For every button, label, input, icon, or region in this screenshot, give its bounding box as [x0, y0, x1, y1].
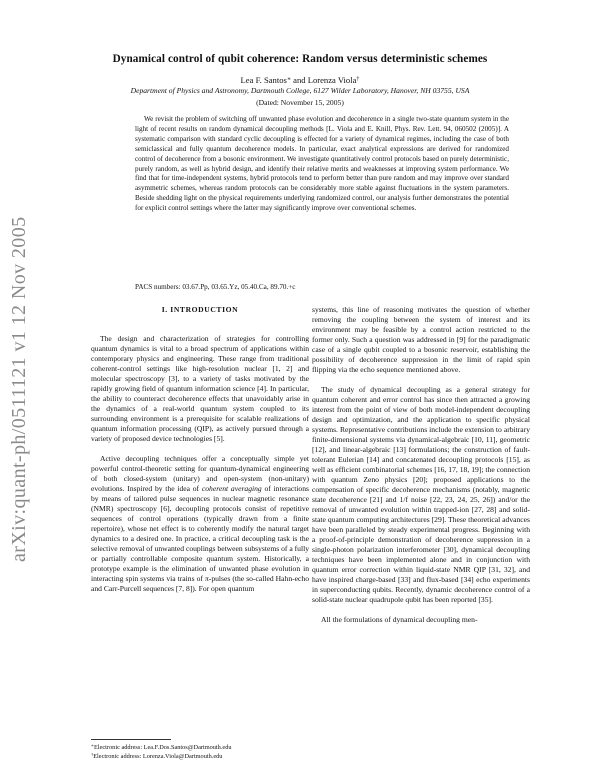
footnote-symbol: †	[91, 752, 94, 758]
footnote-rule	[91, 739, 171, 740]
right-paragraph-2: The study of dynamical decoupling as a general strategy for quantum coherent and error control has since then attracted a growing interest from the point of view of both model-independent decoupling design and optimization, and the application to specific physical systems. Representative contributions include the extension to arbitrary finite-dimensional systems via dynamical-algebraic [10, 11], geometric [12], and linear-algebraic [13] formulations; the construction of fault-tolerant Eulerian [14] and concatenated decoupling protocols [15], as well as efficient combinatorial schemes [16, 17, 18, 19]; the connection with quantum Zeno physics [20]; proposed applications to the compensation of specific decoherence mechanisms (notably, magnetic state decoherence [21] and 1/f noise [22, 23, 24, 25, 26]) and/or the removal of unwanted evolution within trapped-ion [27, 28] and solid-state quantum computing architectures [29]. These theoretical advances have been paralleled by steady experimental progress. Beginning with a proof-of-principle demonstration of decoherence suppression in a single-photon polarization interferometer [30], dynamical decoupling techniques have been implemented alone and in conjunction with quantum error correction within liquid-state NMR QIP [31, 32], and have inspired charge-based [33] and flux-based [34] echo experiments in superconducting qubits. Recently, dynamic decoherence control of a solid-state nuclear quadrupole qubit has been reported [35].	[312, 385, 530, 604]
author-viola: and Lorenza Viola	[290, 75, 357, 85]
right-paragraph-3: All the formulations of dynamical decoupling men-	[321, 615, 478, 624]
footnote-mark-santos: ∗	[286, 76, 291, 83]
abstract: We revisit the problem of switching off unwanted phase evolution and decoherence in a single two-state quantum system in the light of recent results on random dynamical decoupling methods [L. Viola and E. Knill, Phys. Rev. Lett. 94, 060502 (2005)]. A systematic comparison with standard cyclic decoupling is effected for a variety of dynamical regimes, including the case of both semiclassical and fully quantum decoherence models. In particular, exact analytical expressions are derived for randomized control of decoherence from a bosonic environment. We investigate quantitatively control protocols based on purely deterministic, purely random, as well as hybrid design, and identify their relative merits and weaknesses at improving system performance. We find that for time-independent systems, hybrid protocols tend to perform better than pure random and may improve over standard asymmetric schemes, whereas random protocols can be considerably more stable against fluctuations in the system parameters. Beside shedding light on the physical requirements underlying randomized control, our analysis further demonstrates the potential for explicit control settings where the latter may significantly improve over conventional schemes.	[135, 115, 509, 213]
date-line: (Dated: November 15, 2005)	[256, 98, 344, 107]
right-column	[312, 305, 530, 635]
intro-paragraph-2-part-a: Active decoupling techniques offer a conceptually simple yet powerful control-theoretic setting for quantum-dynamical engineering of both closed-system (unitary) and open-system (non-unitary) evolutions. Inspired by the idea of	[91, 454, 309, 493]
footnote-symbol: ∗	[91, 743, 94, 749]
footnote-text: Electronic address: Lorenza.Viola@Dartmouth.edu	[93, 753, 223, 760]
coherent-averaging-emphasis: coherent averaging	[201, 484, 262, 493]
footnotes	[91, 743, 309, 761]
intro-paragraph-2	[91, 454, 309, 594]
pacs-numbers: PACS numbers: 03.67.Pp, 03.65.Yz, 05.40.Ca, 89.70.+c	[135, 283, 296, 291]
footnote-viola	[91, 752, 309, 761]
affiliation: Department of Physics and Astronomy, Dartmouth College, 6127 Wilder Laboratory, Hanover, NH 03755, USA	[130, 86, 470, 95]
section-heading: I. INTRODUCTION	[161, 305, 239, 314]
footnote-mark-viola: †	[356, 76, 360, 83]
footnote-santos	[91, 743, 309, 752]
intro-paragraph-2-part-b: of interactions by means of tailored pulse sequences in nuclear magnetic resonance (NMR) spectroscopy [6], decoupling protocols consist of repetitive sequences of control operations (typically drawn from a finite repertoire), whose net effect is to coherently modify the natural target dynamics to a desired one. In practice, a critical decoupling task is the selective removal of unwanted couplings between subsystems of a fully or partially controllable composite quantum system. Historically, a prototype example is the elimination of unwanted phase evolution in interacting spin systems via trains of π-pulses (the so-called Hahn-echo and Carr-Purcell sequences [7, 8]). For open quantum	[91, 484, 309, 593]
author-santos: Lea F. Santos	[240, 75, 287, 85]
intro-paragraph-1: The design and characterization of strategies for controlling quantum dynamics is vital to a broad spectrum of applications within contemporary physics and engineering. These range from traditional coherent-control settings like high-resolution nuclear [1, 2] and molecular spectroscopy [3], to a variety of tasks motivated by the rapidly growing field of quantum information science [4]. In particular, the ability to counteract decoherence effects that unavoidably arise in the dynamics of a real-world quantum system coupled to its surrounding environment is a prerequisite for scalable realizations of quantum information processing (QIP), as actively pursued through a variety of proposed device technologies [5].	[91, 334, 309, 443]
right-paragraph-1: systems, this line of reasoning motivates the question of whether removing the coupling between the system of interest and its environment may be feasible by a control action restricted to the former only. Such a question was addressed in [9] for the paradigmatic case of a single qubit coupled to a bosonic reservoir, establishing the possibility of decoherence suppression in the limit of rapid spin flipping via the echo sequence mentioned above.	[312, 305, 530, 374]
arxiv-side-label: arXiv:quant-ph/0511121 v1 12 Nov 2005	[8, 216, 30, 562]
footnote-text: Electronic address: Lea.F.Dos.Santos@Dartmouth.edu	[94, 744, 232, 751]
left-column	[91, 305, 309, 604]
paper-title: Dynamical control of qubit coherence: Random versus deterministic schemes	[112, 53, 488, 65]
author-line	[60, 75, 540, 85]
